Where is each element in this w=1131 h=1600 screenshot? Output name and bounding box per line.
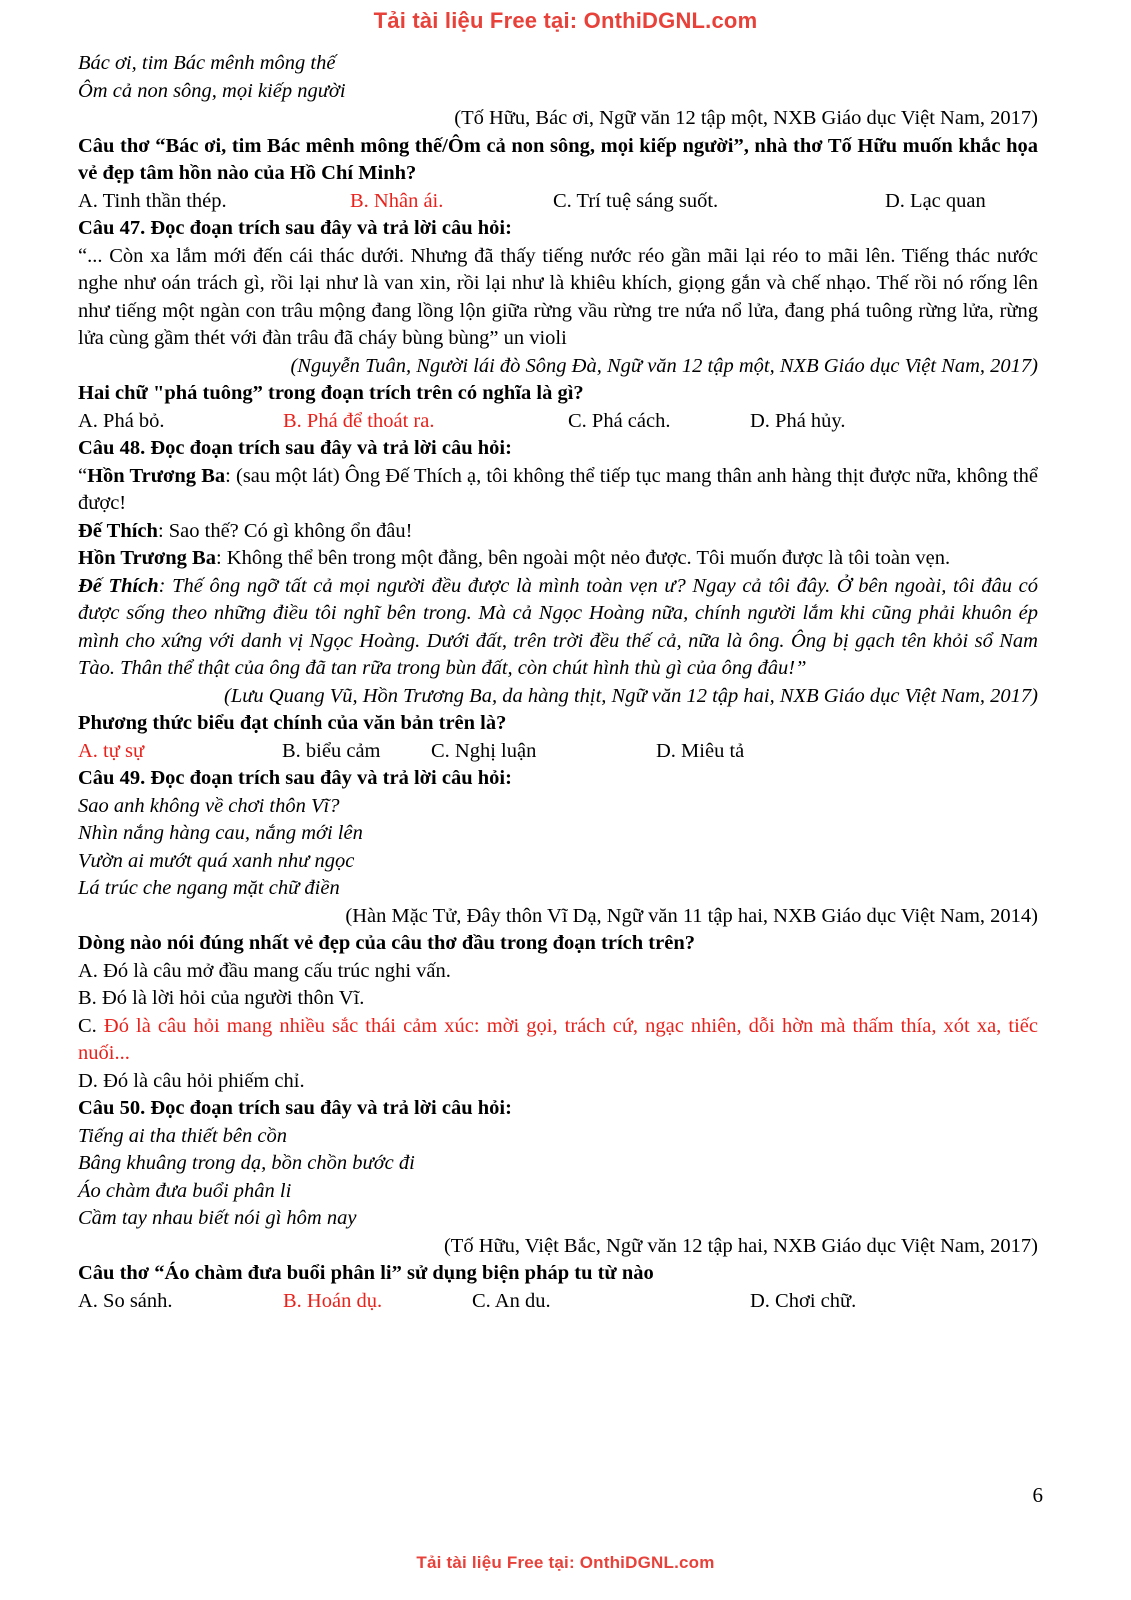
answer-row-50	[78, 1288, 1038, 1316]
question-46-block	[78, 50, 1038, 215]
poem-line: Ôm cả non sông, mọi kiếp người	[78, 79, 346, 102]
question-49-heading: Câu 49. Đọc đoạn trích sau đây và trả lời câu hỏi:	[78, 767, 512, 789]
poem-line: Vườn ai mướt quá xanh như ngọc	[78, 849, 355, 872]
speaker-text: : Thế ông ngỡ tất cả mọi người đều được là mình toàn vẹn ư? Ngay cả tôi đây. Ở bên ngoài, tôi đâu có được sống theo những điều tôi nghĩ bên trong. Mà cả Ngọc Hoàng nữa, chính người lắm khi cũng phải khuôn ép mình cho xứng với danh vị Ngọc Hoàng. Dưới đất, trên trời đều thế cả, nữa là ông. Ông bị gạch tên khỏi sổ Nam Tào. Thân thể thật của ông đã tan rữa trong bùn đất, còn chút hình thù gì của ông đâu!”	[78, 574, 1038, 679]
option-c[interactable]: C. Phá cách.	[568, 409, 671, 432]
option-d[interactable]: D. Chơi chữ.	[750, 1289, 857, 1312]
poem-line: Cầm tay nhau biết nói gì hôm nay	[78, 1207, 357, 1229]
option-text: Đó là câu hỏi phiếm chỉ.	[103, 1069, 305, 1092]
citation: (Hàn Mặc Tử, Đây thôn Vĩ Dạ, Ngữ văn 11 tập hai, NXB Giáo dục Việt Nam, 2014)	[345, 904, 1038, 927]
dialogue-line	[78, 518, 1038, 546]
poem-line: Bâng khuâng trong dạ, bồn chồn bước đi	[78, 1152, 415, 1174]
speaker-name: Đế Thích	[78, 574, 159, 597]
option-b[interactable]: B. biểu cảm	[282, 739, 381, 762]
watermark-footer: Tải tài liệu Free tại: OnthiDGNL.com	[416, 1553, 715, 1572]
option-a[interactable]: A. tự sự	[78, 739, 145, 762]
citation: (Tố Hữu, Bác ơi, Ngữ văn 12 tập một, NXB Giáo dục Việt Nam, 2017)	[454, 107, 1038, 129]
option-prefix: B.	[78, 987, 102, 1009]
document-body	[78, 50, 1038, 1315]
speaker-name: Đế Thích	[78, 519, 158, 542]
option-d[interactable]: D. Lạc quan	[885, 189, 986, 212]
quote-mark: “	[78, 464, 88, 487]
question-prompt: Câu thơ “Áo chàm đưa buổi phân li” sử dụng biện pháp tu từ nào	[78, 1262, 654, 1284]
poem-line: Lá trúc che ngang mặt chữ điền	[78, 877, 340, 899]
poem-line: Nhìn nắng hàng cau, nắng mới lên	[78, 822, 363, 844]
poem-line: Bác ơi, tim Bác mênh mông thế	[78, 52, 336, 74]
option-a[interactable]: A. So sánh.	[78, 1289, 173, 1312]
option-c[interactable]: C. An du.	[472, 1289, 551, 1312]
option-prefix: D.	[78, 1069, 104, 1092]
poem-line: Sao anh không về chơi thôn Vĩ?	[78, 794, 340, 817]
option-c[interactable]	[78, 1013, 1038, 1068]
option-b[interactable]: B. Hoán dụ.	[283, 1289, 383, 1312]
question-prompt: Hai chữ "phá tuông” trong đoạn trích trên có nghĩa là gì?	[78, 382, 584, 404]
dialogue-line	[78, 463, 1038, 518]
option-d[interactable]: D. Miêu tả	[656, 739, 745, 762]
question-48-heading: Câu 48. Đọc đoạn trích sau đây và trả lời câu hỏi:	[78, 437, 512, 459]
question-47-passage: “... Còn xa lắm mới đến cái thác dưới. Nhưng đã thấy tiếng nước réo gần mãi lại réo to mãi lên. Tiếng thác nước nghe như oán trách gì, rồi lại như là van xin, rồi lại như là khiêu khích, giọng gắn và chế nhạo. Thế rồi nó rống lên như tiếng một ngàn con trâu mộng đang lồng lộn giữa rừng vầu rừng tre nứa nổ lửa, đang phá tuông rừng lửa, rừng lửa cùng gầm thét với đàn trâu đã cháy bùng bùng” un violi	[78, 244, 1038, 349]
watermark-header: Tải tài liệu Free tại: OnthiDGNL.com	[373, 8, 758, 33]
page-number: 6	[1032, 1483, 1043, 1507]
answer-row-48	[78, 738, 1038, 766]
speaker-text: : Không thể bên trong một đằng, bên ngoài một nẻo được. Tôi muốn được là tôi toàn vẹn.	[215, 547, 951, 569]
option-b[interactable]: B. Nhân ái.	[350, 189, 444, 212]
option-c[interactable]: C. Nghị luận	[431, 739, 537, 762]
option-a[interactable]: A. Tinh thần thép.	[78, 189, 227, 212]
citation: (Lưu Quang Vũ, Hồn Trương Ba, da hàng thịt, Ngữ văn 12 tập hai, NXB Giáo dục Việt Nam, 2017)	[224, 684, 1038, 707]
poem-line: Tiếng ai tha thiết bên cồn	[78, 1124, 287, 1147]
speaker-name: Hồn Trương Ba	[87, 464, 226, 487]
answer-row-46	[78, 188, 1038, 216]
speaker-text: : Sao thế? Có gì không ổn đâu!	[157, 519, 413, 542]
question-50-heading: Câu 50. Đọc đoạn trích sau đây và trả lời câu hỏi:	[78, 1097, 512, 1119]
speaker-text: : (sau một lát) Ông Đế Thích ạ, tôi không thể tiếp tục mang thân anh hàng thịt được nữa, không thể được!	[78, 464, 1038, 514]
option-text: Đó là câu mở đầu mang cấu trúc nghi vấn.	[103, 959, 451, 982]
poem-line: Áo chàm đưa buổi phân li	[78, 1179, 292, 1202]
option-text: Đó là lời hỏi của người thôn Vĩ.	[101, 987, 365, 1009]
option-d[interactable]: D. Phá hủy.	[750, 409, 846, 432]
dialogue-line	[78, 573, 1038, 683]
dialogue-line	[78, 545, 1038, 573]
option-a[interactable]	[78, 958, 1038, 986]
option-prefix: A.	[78, 959, 104, 982]
question-47-heading: Câu 47. Đọc đoạn trích sau đây và trả lời câu hỏi:	[78, 217, 512, 239]
option-c[interactable]: C. Trí tuệ sáng suốt.	[553, 189, 719, 212]
option-d[interactable]	[78, 1068, 1038, 1096]
question-49-block	[78, 765, 1038, 1095]
option-b[interactable]: B. Phá để thoát ra.	[283, 409, 435, 432]
option-prefix: C.	[78, 1014, 104, 1037]
citation: (Nguyễn Tuân, Người lái đò Sông Đà, Ngữ văn 12 tập một, NXB Giáo dục Việt Nam, 2017)	[290, 354, 1038, 377]
question-48-block	[78, 435, 1038, 765]
question-prompt: Phương thức biểu đạt chính của văn bản trên là?	[78, 712, 507, 734]
question-47-block	[78, 215, 1038, 435]
question-50-block	[78, 1095, 1038, 1315]
question-prompt: Câu thơ “Bác ơi, tim Bác mênh mông thế/Ôm cả non sông, mọi kiếp người”, nhà thơ Tố Hữu muốn khắc họa vẻ đẹp tâm hồn nào của Hồ Chí Minh?	[78, 134, 1038, 184]
citation: (Tố Hữu, Việt Bắc, Ngữ văn 12 tập hai, NXB Giáo dục Việt Nam, 2017)	[443, 1234, 1038, 1257]
option-b[interactable]	[78, 985, 1038, 1013]
option-a[interactable]: A. Phá bỏ.	[78, 409, 165, 432]
question-prompt: Dòng nào nói đúng nhất vẻ đẹp của câu thơ đầu trong đoạn trích trên?	[78, 932, 695, 954]
speaker-name: Hồn Trương Ba	[78, 547, 216, 569]
option-text: Đó là câu hỏi mang nhiều sắc thái cảm xúc: mời gọi, trách cứ, ngạc nhiên, dỗi hờn mà thấm thía, xót xa, tiếc nuối...	[78, 1014, 1038, 1064]
answer-row-47	[78, 408, 1038, 436]
